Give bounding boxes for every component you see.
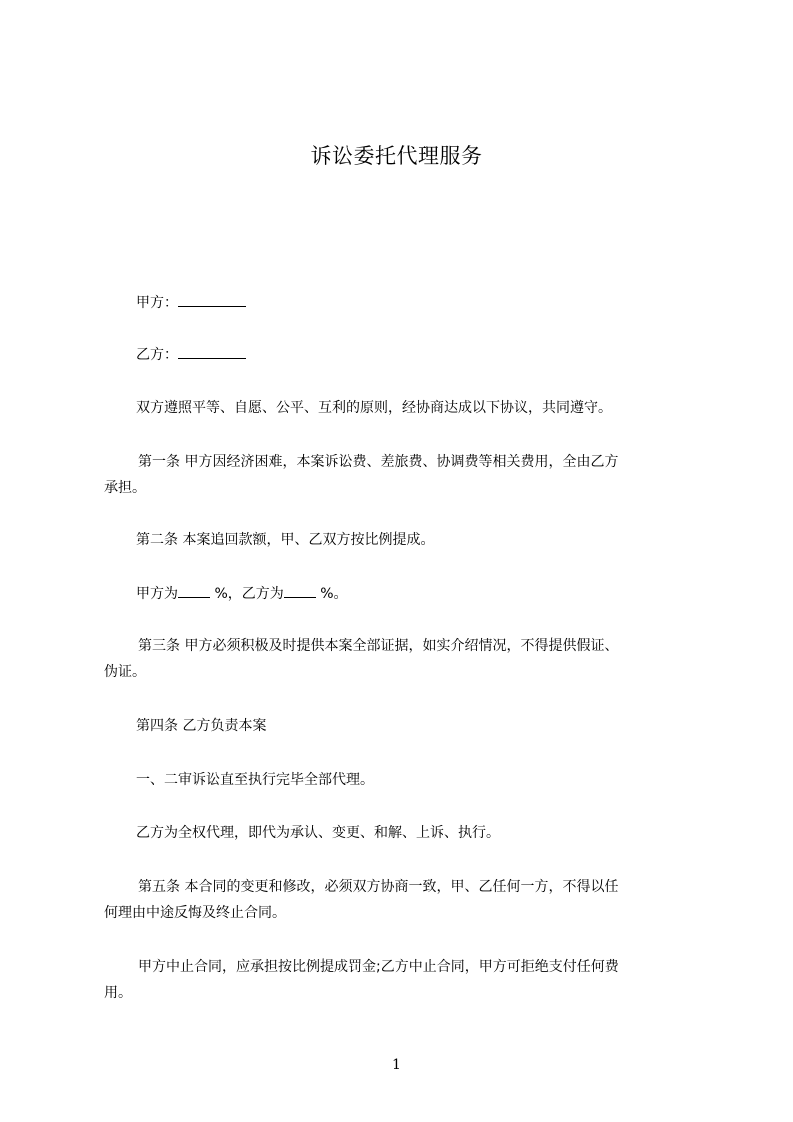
party-a-line	[136, 292, 246, 313]
document-title: 诉讼委托代理服务	[310, 144, 483, 168]
termination-line-1: 甲方中止合同，应承担按比例提成罚金;乙方中止合同，甲方可拒绝支付任何费	[138, 959, 619, 975]
article-5-line-2: 何理由中途反悔及终止合同。	[104, 905, 286, 921]
article-3-line-1: 第三条 甲方必须积极及时提供本案全部证据，如实介绍情况，不得提供假证、	[138, 638, 619, 654]
article-4-paragraph: 第四条 乙方负责本案	[136, 718, 267, 734]
ratio-end: %。	[315, 586, 348, 602]
ratio-party-b-blank	[284, 583, 316, 598]
article-5-line-1: 第五条 本合同的变更和修改，必须双方协商一致，甲、乙任何一方，不得以任	[138, 879, 619, 895]
party-a-blank	[178, 292, 246, 307]
scope-paragraph: 一、二审诉讼直至执行完毕全部代理。	[136, 772, 374, 788]
party-b-blank	[178, 344, 246, 359]
party-b-label: 乙方：	[136, 347, 178, 363]
ratio-party-a-blank	[178, 583, 210, 598]
article-3-line-2: 伪证。	[104, 664, 146, 680]
party-a-label: 甲方：	[136, 295, 178, 311]
ratio-party-b-label: %，乙方为	[210, 586, 284, 602]
preamble-paragraph: 双方遵照平等、自愿、公平、互利的原则，经协商达成以下协议，共同遵守。	[136, 400, 612, 416]
ratio-party-a-label: 甲方为	[136, 586, 178, 602]
page-number: 1	[392, 1057, 401, 1073]
article-1-line-1: 第一条 甲方因经济困难，本案诉讼费、差旅费、协调费等相关费用，全由乙方	[138, 454, 619, 470]
termination-line-2: 用。	[104, 985, 132, 1001]
article-2-paragraph: 第二条 本案追回款额，甲、乙双方按比例提成。	[136, 532, 435, 548]
article-1-line-2: 承担。	[104, 480, 146, 496]
ratio-line	[136, 583, 348, 604]
authority-paragraph: 乙方为全权代理，即代为承认、变更、和解、上诉、执行。	[136, 825, 500, 841]
party-b-line	[136, 344, 246, 365]
